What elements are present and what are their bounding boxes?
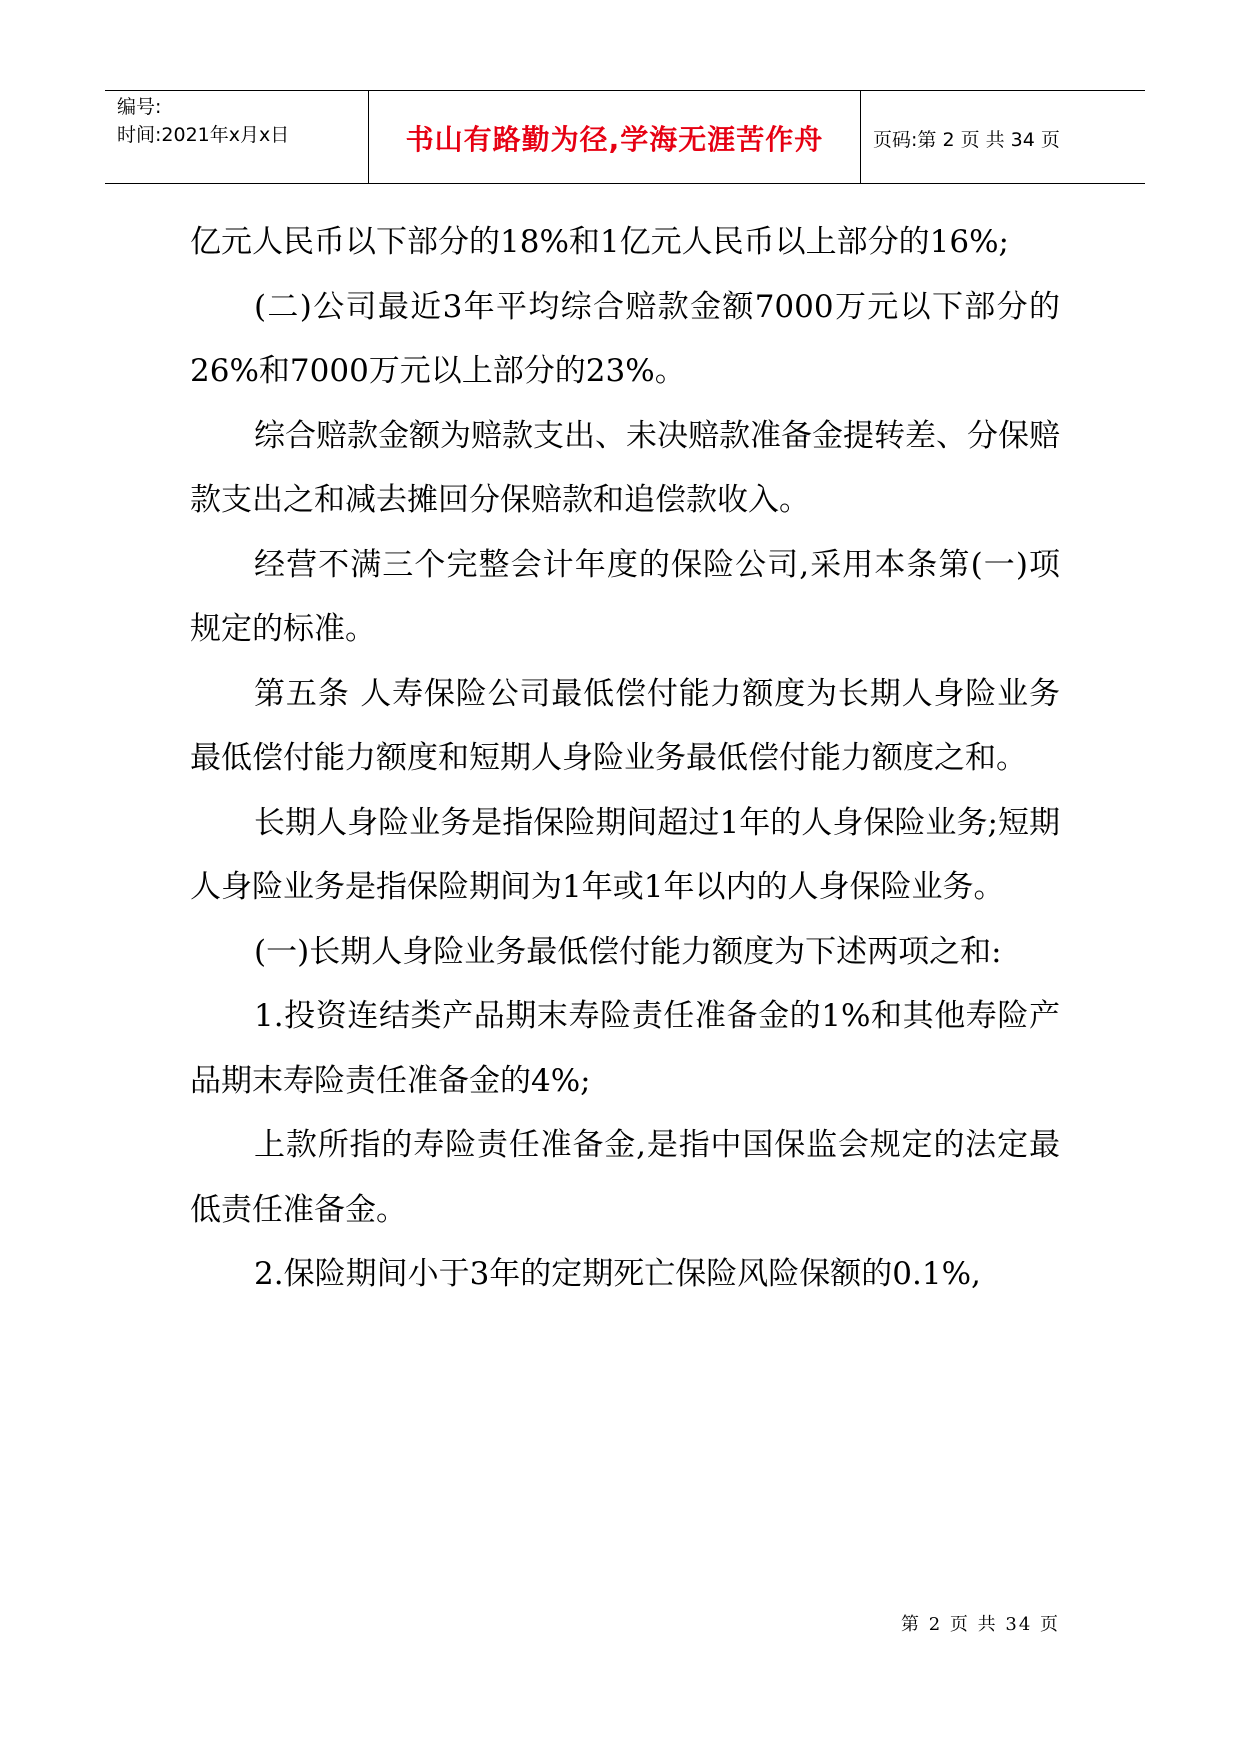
document-body <box>190 210 1060 1307</box>
header-motto: 书山有路勤为径,学海无涯苦作舟 <box>369 91 861 183</box>
paragraph: 2.保险期间小于3年的定期死亡保险风险保额的0.1%, <box>254 1256 981 1292</box>
paragraph: 1.投资连结类产品期末寿险责任准备金的1%和其他寿险产品期末寿险责任准备金的4%; <box>190 998 1060 1099</box>
page-footer: 第 2 页 共 34 页 <box>901 1614 1060 1635</box>
serial-number-label: 编号: <box>117 96 162 118</box>
paragraph: (二)公司最近3年平均综合赔款金额7000万元以下部分的26%和7000万元以上部分的23%。 <box>190 288 1060 389</box>
page-header <box>105 90 1145 184</box>
header-meta <box>105 91 369 183</box>
paragraph: 第五条 人寿保险公司最低偿付能力额度为长期人身险业务最低偿付能力额度和短期人身险业务最低偿付能力额度之和。 <box>190 675 1060 776</box>
paragraph: 亿元人民币以下部分的18%和1亿元人民币以上部分的16%; <box>190 224 1009 260</box>
header-page-number: 页码:第 2 页 共 34 页 <box>873 128 1060 151</box>
paragraph: (一)长期人身险业务最低偿付能力额度为下述两项之和: <box>254 933 1002 970</box>
paragraph: 上款所指的寿险责任准备金,是指中国保监会规定的法定最低责任准备金。 <box>190 1127 1060 1228</box>
paragraph: 综合赔款金额为赔款支出、未决赔款准备金提转差、分保赔款支出之和减去摊回分保赔款和追偿款收入。 <box>190 417 1060 518</box>
date-label: 时间:2021年x月x日 <box>117 124 290 146</box>
paragraph: 经营不满三个完整会计年度的保险公司,采用本条第(一)项规定的标准。 <box>190 546 1060 647</box>
paragraph: 长期人身险业务是指保险期间超过1年的人身保险业务;短期人身险业务是指保险期间为1年或1年以内的人身保险业务。 <box>190 804 1060 905</box>
